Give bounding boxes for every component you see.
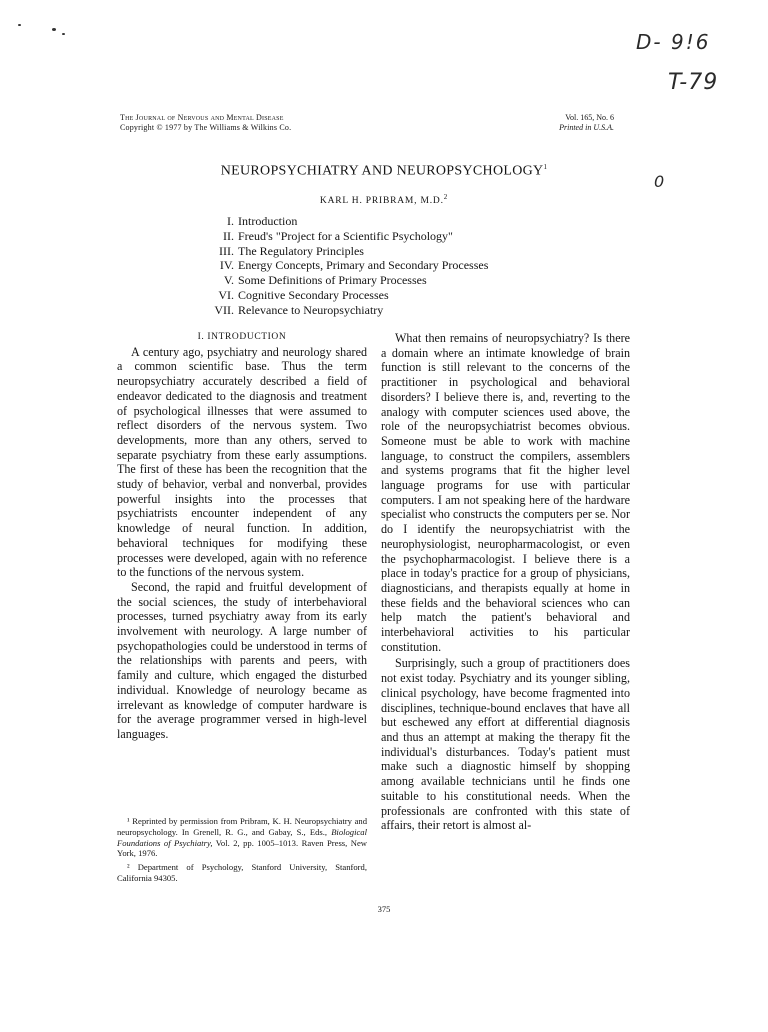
toc-number: III. (219, 243, 234, 258)
handwritten-annotation: T-79 (668, 70, 719, 95)
toc-item (212, 258, 488, 273)
footnote-2: ² Department of Psychology, Stanford University, Stanford, California 94305. (117, 862, 367, 883)
footnotes (117, 816, 367, 887)
toc-number: VII. (214, 302, 234, 317)
toc-label: The Regulatory Principles (238, 243, 364, 258)
toc-label: Some Definitions of Primary Processes (238, 273, 427, 288)
toc-item (212, 214, 488, 229)
toc-item (212, 273, 488, 288)
author-footnote-ref: 2 (443, 193, 449, 201)
body-paragraph: A century ago, psychiatry and neurology shared a common scientific base. Thus the term neuropsychiatry accurately described a field of endeavor dedicated to the diagnosis and treatment of psychological illnesses that were assumed to reflect disorders of the nervous system. Two developments, more than any others, served to separate psychiatry from these early assumptions. The first of these has been the recognition that the study of behavior, verbal and nonverbal, provides powerful insights into the processes that psychiatrists encounter independent of any knowledge of neural function. In addition, behavioral techniques for modifying these processes were developed, again with no reference to the functions of the nervous system. (117, 344, 367, 580)
scan-speck (52, 28, 56, 31)
copyright-line: Copyright © 1977 by The Williams & Wilkins Co. (120, 123, 292, 132)
volume-number: Vol. 165, No. 6 (565, 113, 614, 122)
toc-item (212, 229, 488, 244)
toc-number: VI. (218, 287, 234, 302)
left-column (117, 330, 367, 742)
toc-label: Cognitive Secondary Processes (238, 287, 389, 302)
toc-number: I. (227, 214, 234, 228)
toc-item (212, 303, 488, 318)
journal-name: The Journal of Nervous and Mental Disease (120, 113, 284, 122)
handwritten-annotation: D- 9!6 (636, 30, 711, 54)
handwritten-annotation: 0 (654, 172, 665, 191)
author-line (0, 193, 768, 206)
table-of-contents (212, 214, 488, 318)
toc-item (212, 244, 488, 259)
scan-speck (62, 33, 65, 35)
toc-label: Relevance to Neuropsychiatry (238, 302, 384, 317)
toc-item (212, 288, 488, 303)
toc-label: Introduction (238, 214, 298, 228)
title-footnote-ref: 1 (543, 163, 548, 171)
author-name: KARL H. PRIBRAM, M.D. (319, 196, 444, 207)
footnote-1-book-title: Biological Foundations of Psychiatry, (117, 826, 367, 848)
page-number: 375 (377, 904, 391, 914)
footnote-1-text: ¹ Reprinted by permission from Pribram, K. H. Neuropsychiatry and neuropsychology. In Grenell, R. G., and Gabay, S., Eds., (117, 816, 367, 837)
section-heading: I. INTRODUCTION (197, 332, 287, 342)
toc-number: IV. (219, 258, 234, 273)
body-paragraph: What then remains of neuropsychiatry? Is there a domain where an intimate knowledge of brain function is still relevant to the concerns of the practitioner in psychological and behavioral disorders? I believe there is, and, reverting to the analogy with computer sciences used above, the role of the neuropsychiatrist becomes obvious. Someone must be able to work with machine language, to construct the compilers, assemblers and systems programs that fit the higher level language programs for use with particular computers. I am not speaking here of the hardware specialist who constructs the computers per se. Nor do I identify the neuropsychiatrist with the neurophysiologist, neuropharmacologist, or even the psychopharmacologist. I believe there is a place in today's practice for a group of physicians, diagnosticians, and therapists equally at home in these fields and the behavioral sciences who can help match the patient's behavioral and interbehavioral activities to his particular constitution. (381, 331, 630, 654)
right-column (381, 331, 630, 833)
toc-label: Freud's "Project for a Scientific Psychology" (238, 228, 453, 243)
footnote-1 (117, 816, 367, 859)
scan-speck (18, 24, 21, 26)
toc-number: V. (223, 273, 234, 288)
body-paragraph: Second, the rapid and fruitful development of the social sciences, the study of interbehavioral processes, turned psychiatry away from its early involvement with neurology. A large number of psychopathologies could be understood in terms of the relationships with parents and peers, with family and culture, which engaged the disturbed individual. Knowledge of neurology became as irrelevant as knowledge of computer hardware is for the average programmer versed in high-level languages. (117, 579, 367, 741)
journal-header (120, 113, 291, 133)
toc-label: Energy Concepts, Primary and Secondary Processes (238, 258, 489, 273)
printed-in: Printed in U.S.A. (559, 123, 614, 132)
body-paragraph: Surprisingly, such a group of practitioners does not exist today. Psychiatry and its younger sibling, clinical psychology, have become fragmented into disciplines, technique-bound enclaves that have all but eschewed any effort at differential diagnosis and thus an attempt at making the therapy fit the individual's disturbances. Today's patient must make such a diagnostic himself by shopping among available technicians until he finds one suitable to his constitutional needs. When the professionals are confronted with this state of affairs, their retort is almost al- (381, 656, 630, 833)
toc-number: II. (223, 228, 234, 243)
footnote-1-citation: Vol. 2, pp. 1005–1013. Raven Press, New York, 1976. (117, 837, 367, 859)
volume-info (480, 113, 614, 133)
article-title (0, 163, 768, 180)
article-title-text: NEUROPSYCHIATRY AND NEUROPSYCHOLOGY (220, 163, 544, 179)
